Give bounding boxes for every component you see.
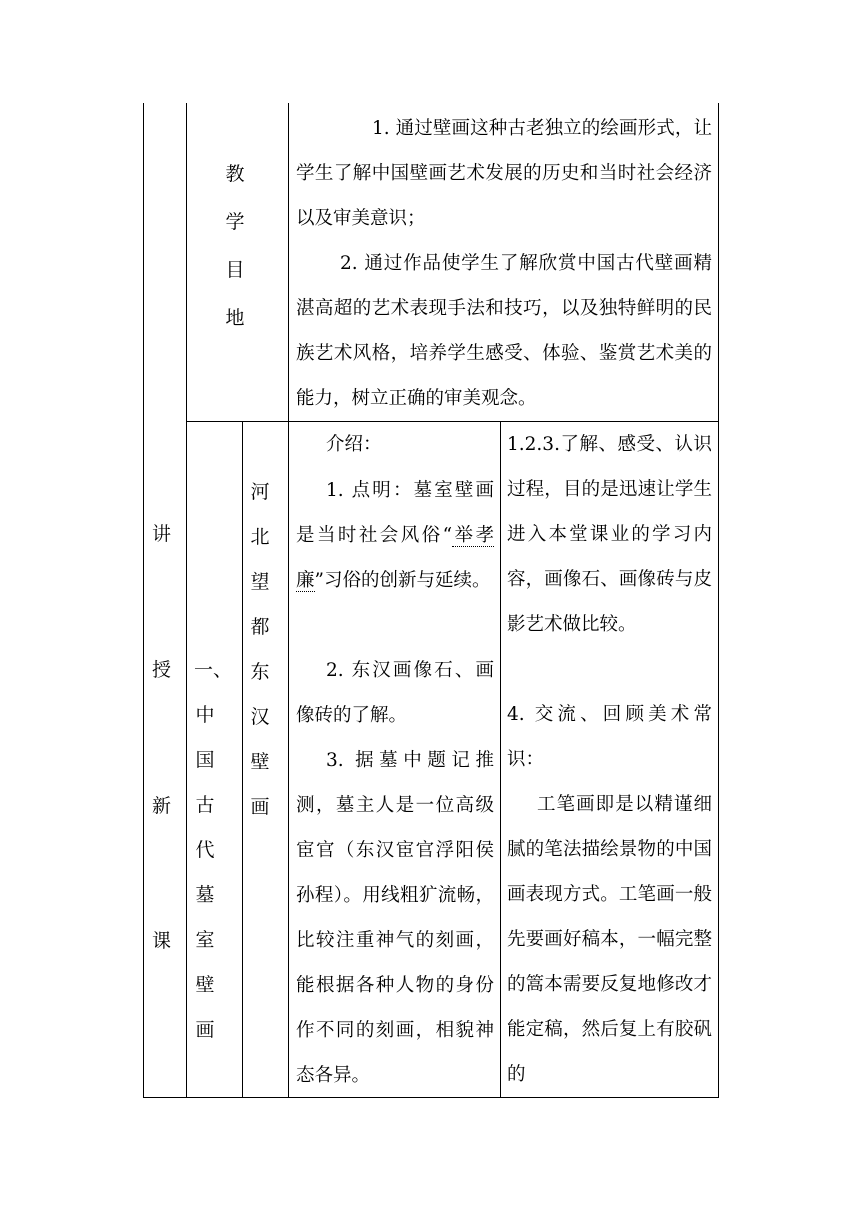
section-title <box>192 703 218 1042</box>
content-intro: 介绍： <box>326 434 382 455</box>
subsection-char: 画 <box>250 796 270 818</box>
section-title-char: 国 <box>195 749 215 771</box>
section-title-char: 古 <box>195 794 215 816</box>
objective-paragraph-2: 2. 通过作品使学生了解欣赏中国古代壁画精湛高超的艺术表现手法和技巧，以及独特鲜明的民族艺术风格，培养学生感受、体验、鉴赏艺术美的能力，树立正确的审美观念。 <box>296 253 712 409</box>
objective-label-char: 目 <box>225 259 245 281</box>
subsection-char: 壁 <box>250 751 270 773</box>
subsection-char: 东 <box>250 661 270 683</box>
notes-paragraph-3: 工笔画即是以精谨细腻的笔法描绘景物的中国画表现方式。工笔画一般先要画好稿本，一幅完整的篙本需要反复地修改才能定稿，然后复上有胶矾的 <box>507 794 712 1085</box>
section-title-char: 室 <box>195 929 215 951</box>
objective-label-char: 教 <box>225 163 245 185</box>
section-title-char: 壁 <box>195 974 215 996</box>
table-border-right <box>718 103 719 1098</box>
table-divider-3 <box>288 103 289 1098</box>
side-label-char: 课 <box>152 930 172 952</box>
side-label-char: 讲 <box>152 523 172 545</box>
subsection-char: 都 <box>250 616 270 638</box>
side-label-char: 新 <box>152 795 172 817</box>
objective-label-char: 学 <box>225 211 245 233</box>
table-border-left <box>143 103 144 1098</box>
section-title-char: 画 <box>195 1019 215 1041</box>
subsection-char: 河 <box>250 481 270 503</box>
section-title-char: 代 <box>195 839 215 861</box>
notes-paragraph-1: 1.2.3.了解、感受、认识过程，目的是迅速让学生进入本堂课业的学习内容，画像石、画像砖与皮影艺术做比较。 <box>507 434 712 635</box>
section-number: 一、 <box>194 659 233 681</box>
notes-paragraph-2: 4. 交流、回顾美术常识： <box>507 704 712 770</box>
table-divider-2 <box>242 421 243 1098</box>
side-label-char: 授 <box>152 659 172 681</box>
content-paragraph-2: 2. 东汉画像石、画像砖的了解。 <box>296 660 494 726</box>
objective-label <box>222 162 248 330</box>
content-p1-suffix: ”习俗的创新与延续。 <box>314 570 491 591</box>
content-paragraph-1 <box>296 468 494 603</box>
content-paragraph-3: 3. 据墓中题记推测，墓主人是一位高级宦官（东汉宦官浮阳侯孙程）。用线粗犷流畅，比较注重神气的刻画，能根据各种人物的身份作不同的刻画，相貌神态各异。 <box>296 750 494 1086</box>
objective-paragraph-1: 1. 通过壁画这种古老独立的绘画形式，让学生了解中国壁画艺术发展的历史和当时社会经济以及审美意识； <box>296 118 712 229</box>
table-divider-4 <box>500 421 501 1098</box>
subsection-char: 汉 <box>250 706 270 728</box>
table-divider-1 <box>186 103 187 1098</box>
subsection-title <box>247 480 273 819</box>
subsection-char: 北 <box>250 526 270 548</box>
content-p1-marked-term: 举孝廉 <box>296 525 494 591</box>
section-title-char: 中 <box>195 704 215 726</box>
section-title-char: 墓 <box>195 884 215 906</box>
content-p1-prefix: 1. 点明：墓室壁画是当时社会风俗“ <box>296 480 494 546</box>
subsection-char: 望 <box>250 571 270 593</box>
objective-label-char: 地 <box>225 307 245 329</box>
